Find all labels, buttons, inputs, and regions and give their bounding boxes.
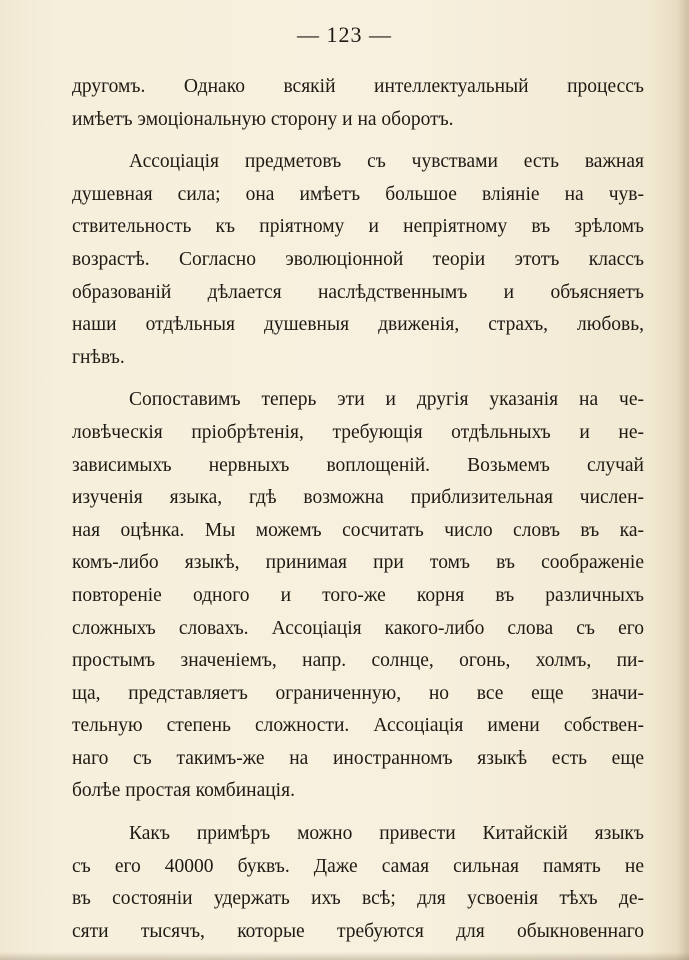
text-line: зависимыхъ нервныхъ воплощеній. Возьмемъ случай: [72, 454, 644, 476]
text-line: возрастѣ. Согласно эволюціонной теоріи этотъ классъ: [72, 248, 644, 270]
text-line: наго съ такимъ-же на иностранномъ языкѣ есть еще: [72, 747, 644, 769]
text-line: повтореніе одного и того-же корня въ различныхъ: [72, 584, 644, 606]
text-line: съ его 40000 буквъ. Даже самая сильная память не: [72, 855, 644, 877]
text-line: гнѣвъ.: [72, 346, 125, 368]
text-line: сложныхъ словахъ. Ассоціація какого-либо слова съ его: [72, 617, 644, 639]
text-line: Ассоціація предметовъ съ чувствами есть важная: [129, 151, 644, 173]
text-line: болѣе простая комбинація.: [72, 780, 295, 802]
body-text: [72, 71, 644, 948]
text-line: изученія языка, гдѣ возможна приблизительная числен-: [72, 487, 644, 509]
text-line: тельную степень сложности. Ассоціація имени собствен-: [72, 715, 644, 737]
text-line: ща, представляетъ ограниченную, но все еще значи-: [72, 682, 644, 704]
page-bottom-shadow: [0, 952, 689, 960]
text-line: другомъ. Однако всякій интеллектуальный процессъ: [72, 76, 644, 97]
text-line: въ состояніи удержать ихъ всѣ; для усвоенія тѣхъ де-: [72, 888, 644, 910]
text-line: образованій дѣлается наслѣдственнымъ и объясняетъ: [72, 281, 644, 303]
text-line: ствительность къ пріятному и непріятному въ зрѣломъ: [72, 216, 644, 238]
text-line: имѣетъ эмоціональную сторону и на оборотъ.: [72, 108, 454, 130]
text-line: комъ-либо языкѣ, принимая при томъ въ соображеніе: [72, 552, 644, 574]
page-number: — 123 —: [297, 22, 392, 47]
page-edge-shadow: [677, 0, 689, 960]
text-line: Сопоставимъ теперь эти и другія указанія на че-: [129, 389, 644, 411]
text-line: душевная сила; она имѣетъ большое вліяніе на чув-: [72, 183, 644, 205]
text-line: ловѣческія пріобрѣтенія, требующія отдѣльныхъ и не-: [72, 421, 644, 443]
text-line: Какъ примѣръ можно привести Китайскій языкъ: [129, 823, 644, 845]
text-line: сяти тысячъ, которые требуются для обыкновеннаго: [72, 920, 644, 942]
text-line: ная оцѣнка. Мы можемъ сосчитать число словъ въ ка-: [72, 519, 644, 541]
text-line: простымъ значеніемъ, напр. солнце, огонь, холмъ, пи-: [72, 650, 644, 672]
text-line: наши отдѣльныя душевныя движенія, страхъ, любовь,: [72, 314, 644, 336]
